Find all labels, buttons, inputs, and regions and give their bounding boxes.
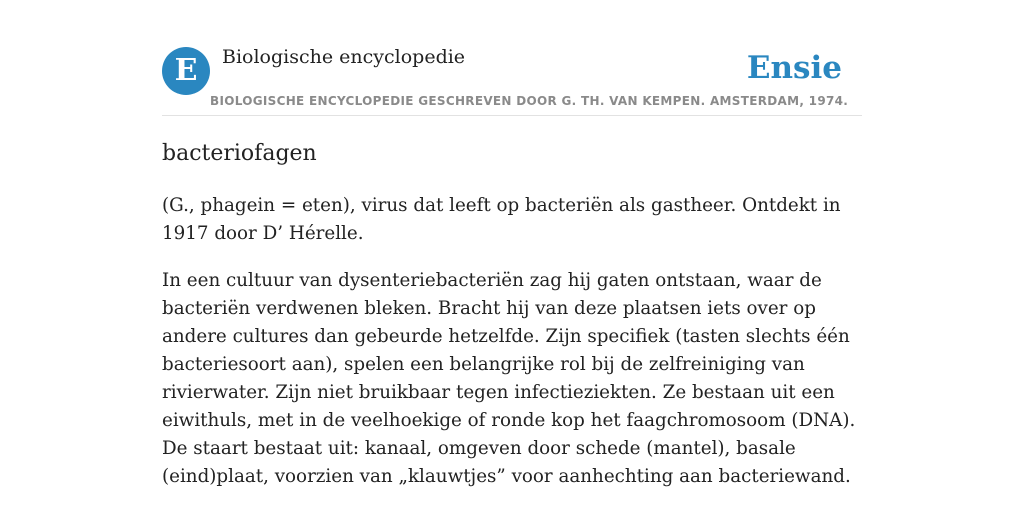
- entry-paragraph-1: (G., phagein = eten), virus dat leeft op bacteriën als gastheer. Ontdekt in 1917 door D’ Hérelle.: [162, 195, 841, 244]
- header-divider: [162, 115, 862, 116]
- entry-title: bacteriofagen: [162, 141, 317, 166]
- source-subtitle: BIOLOGISCHE ENCYCLOPEDIE GESCHREVEN DOOR G. TH. VAN KEMPEN. AMSTERDAM, 1974.: [210, 94, 849, 108]
- logo-letter: E: [174, 53, 198, 88]
- source-title[interactable]: Biologische encyclopedie: [222, 46, 466, 68]
- ensie-brand-logo[interactable]: Ensie: [746, 50, 842, 86]
- entry-paragraph-2: In een cultuur van dysenteriebacteriën zag hij gaten ontstaan, waar de bacteriën verdwenen bleken. Bracht hij van deze plaatsen iets over op andere cultures dan gebeurde hetzelfde. Zijn specifiek (tasten slechts één bacteriesoort aan), spelen een belangrijke rol bij de zelfreiniging van rivierwater. Zijn niet bruikbaar tegen infectieziekten. Ze bestaan uit een eiwithuls, met in de veelhoekige of ronde kop het faagchromosoom (DNA). De staart bestaat uit: kanaal, omgeven door schede (mantel), basale (eind)plaat, voorzien van „klauwtjes” voor aanhechting aan bacteriewand.: [162, 270, 856, 487]
- encyclopedia-logo[interactable]: [162, 47, 210, 95]
